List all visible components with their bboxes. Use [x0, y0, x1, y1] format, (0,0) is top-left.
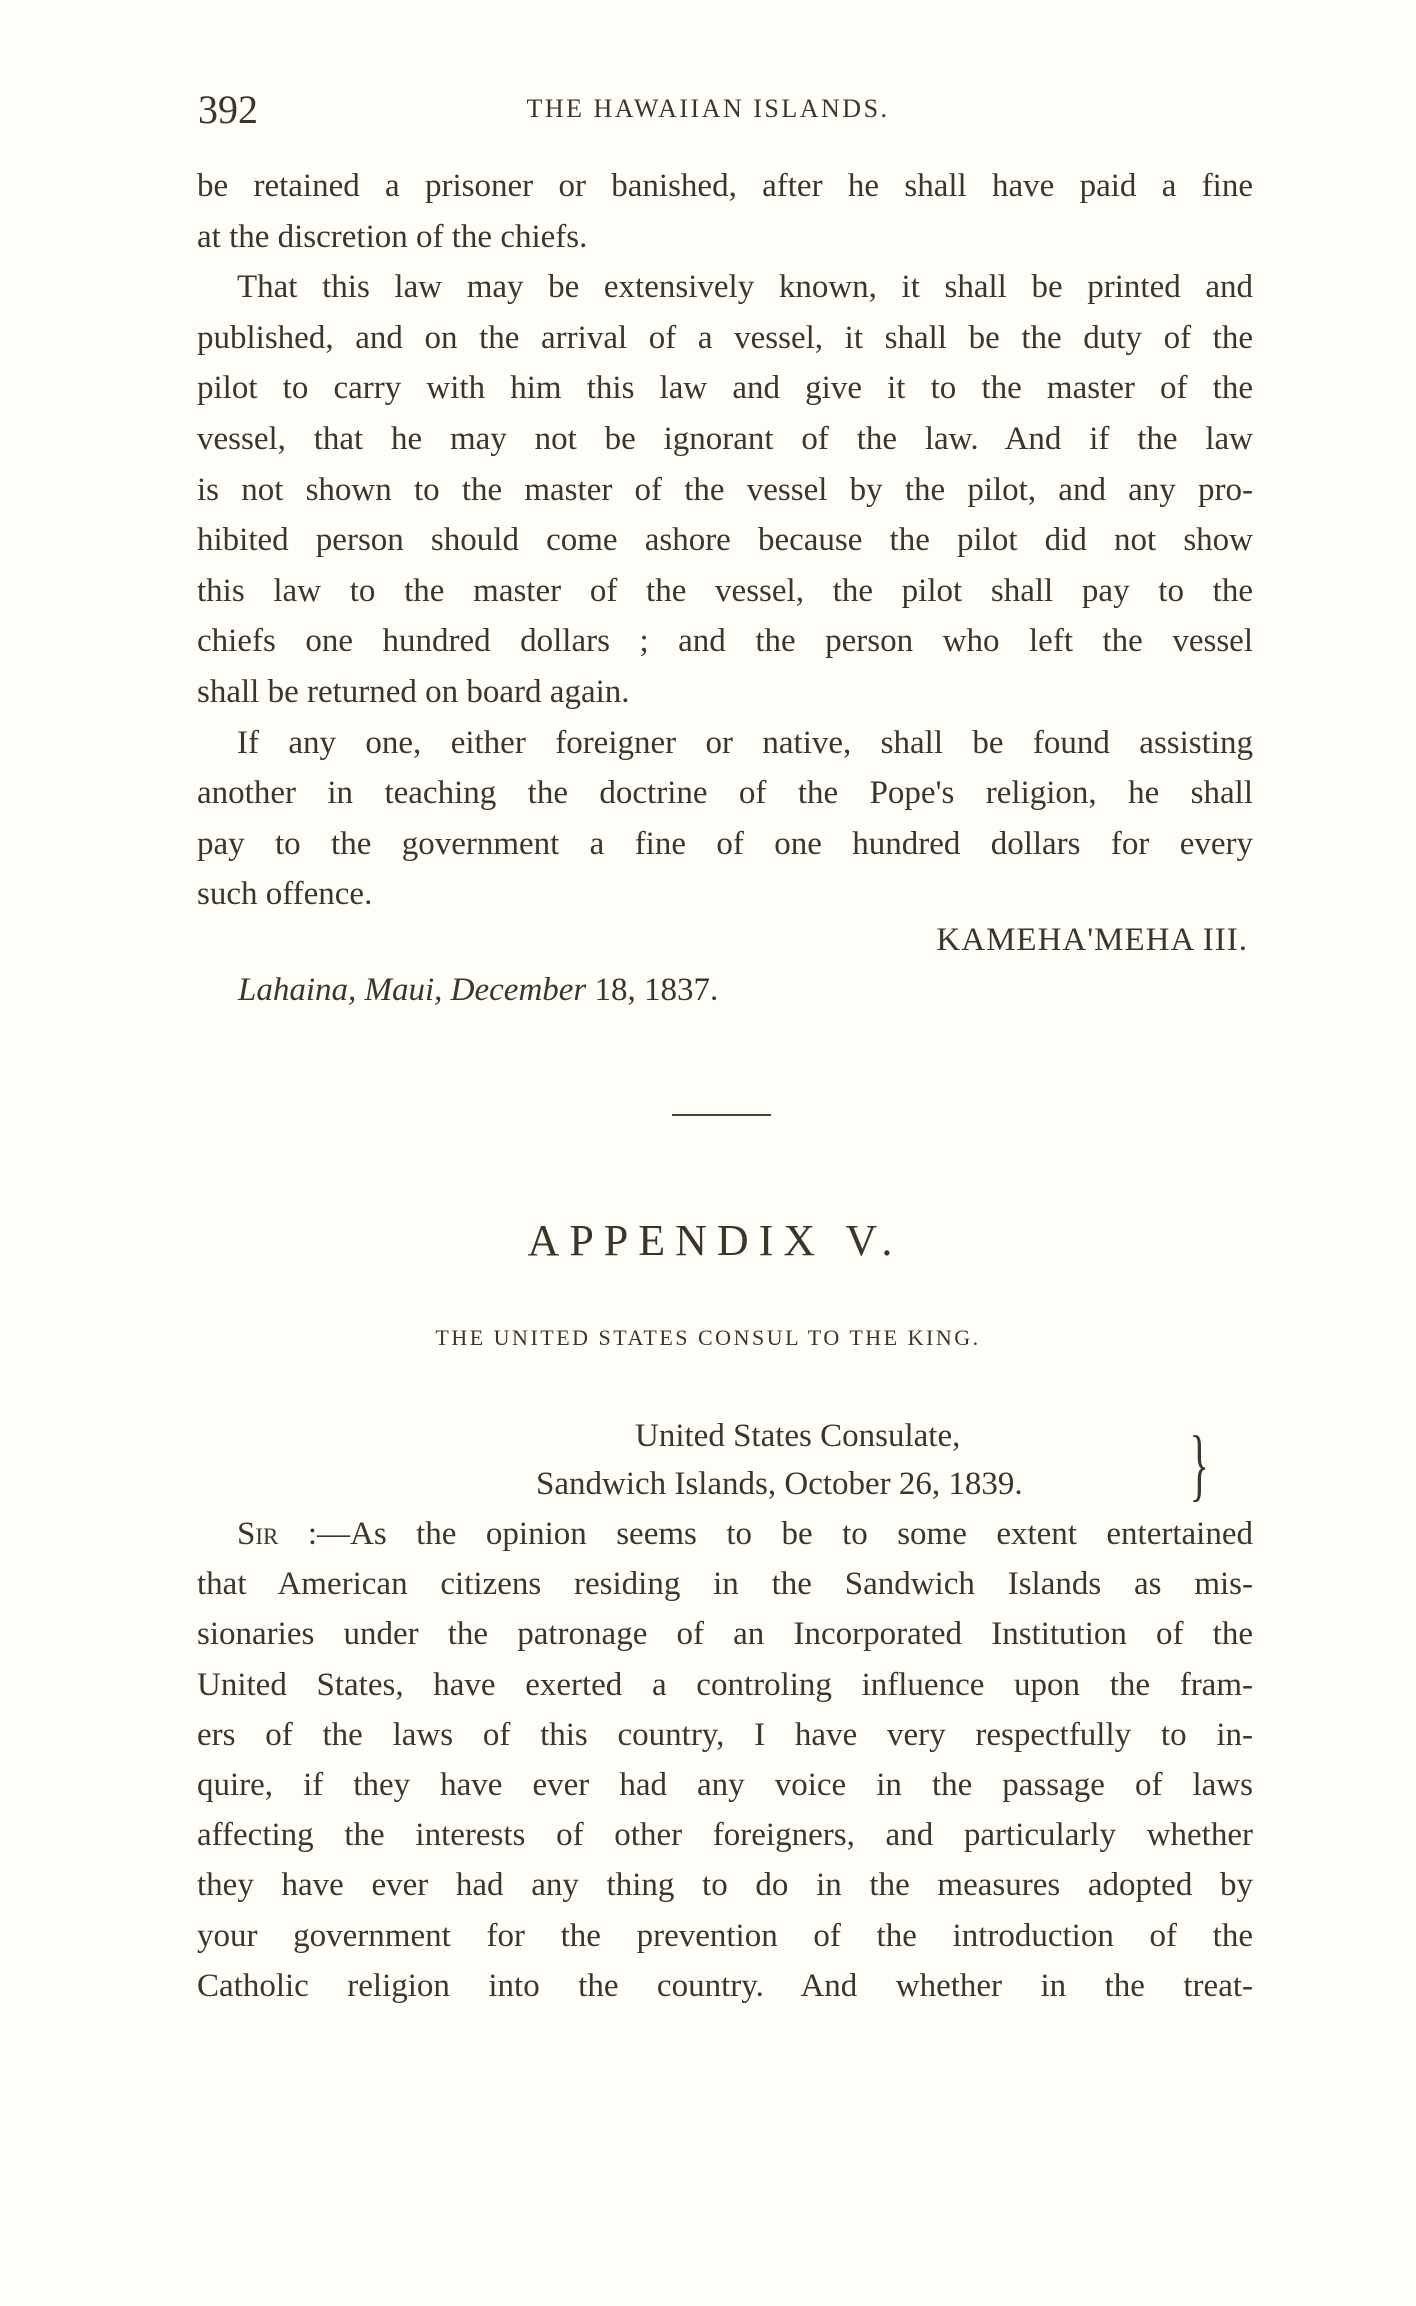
text-line: is not shown to the master of the vessel by the pilot, and any pro-: [197, 471, 1253, 508]
text-line: quire, if they have ever had any voice in the passage of laws: [197, 1767, 1253, 1803]
text-line: another in teaching the doctrine of the Pope's religion, he shall: [197, 775, 1253, 812]
text-line: United States, have exerted a controling influence upon the fram-: [197, 1666, 1253, 1703]
running-title: THE HAWAIIAN ISLANDS.: [526, 94, 890, 123]
date: 18, 1837.: [586, 972, 719, 1008]
text-line: that American citizens residing in the Sandwich Islands as mis-: [197, 1566, 1253, 1603]
address-line-2: Sandwich Islands, October 26, 1839.: [536, 1466, 1023, 1502]
text-line: That this law may be extensively known, it shall be printed and: [237, 269, 1253, 306]
text-line: chiefs one hundred dollars ; and the person who left the vessel: [197, 623, 1253, 660]
text-line: this law to the master of the vessel, the pilot shall pay to the: [197, 572, 1253, 609]
text-line: affecting the interests of other foreigners, and particularly whether: [197, 1817, 1253, 1854]
text-line: pilot to carry with him this law and give it to the master of the: [197, 370, 1253, 407]
page-number: 392: [198, 87, 258, 132]
salutation: Sir: [237, 1516, 279, 1552]
text-line: be retained a prisoner or banished, after he shall have paid a fine: [197, 168, 1253, 204]
text-line: sionaries under the patronage of an Incorporated Institution of the: [197, 1616, 1253, 1653]
text-line: hibited person should come ashore because the pilot did not show: [197, 522, 1253, 559]
text-line: vessel, that he may not be ignorant of the law. And if the law: [197, 421, 1253, 457]
text-line: your government for the prevention of the introduction of the: [197, 1917, 1253, 1954]
text-line: If any one, either foreigner or native, shall be found assisting: [237, 724, 1253, 761]
signature: KAMEHA'MEHA III.: [936, 922, 1248, 958]
place-date: [238, 972, 718, 1009]
text-line: ers of the laws of this country, I have very respectfully to in-: [197, 1716, 1253, 1753]
text-line: published, and on the arrival of a vessel, it shall be the duty of the: [197, 319, 1253, 356]
text-line: Sir :—As the opinion seems to be to some extent entertained: [237, 1516, 1253, 1552]
text-line: Catholic religion into the country. And whether in the treat-: [197, 1967, 1253, 2004]
section-divider: [672, 1114, 771, 1116]
appendix-subtitle: THE UNITED STATES CONSUL TO THE KING.: [435, 1325, 981, 1350]
text-line: they have ever had any thing to do in the measures adopted by: [197, 1867, 1253, 1904]
place: Lahaina, Maui, December: [238, 972, 587, 1008]
brace-icon: }: [1189, 1421, 1209, 1509]
appendix-title: APPENDIX V.: [527, 1216, 903, 1265]
text-line: pay to the government a fine of one hundred dollars for every: [197, 825, 1253, 862]
text-line: at the discretion of the chiefs.: [197, 218, 588, 255]
text-line: such offence.: [197, 876, 373, 913]
text-line: shall be returned on board again.: [197, 674, 630, 710]
address-line-1: United States Consulate,: [635, 1418, 961, 1454]
